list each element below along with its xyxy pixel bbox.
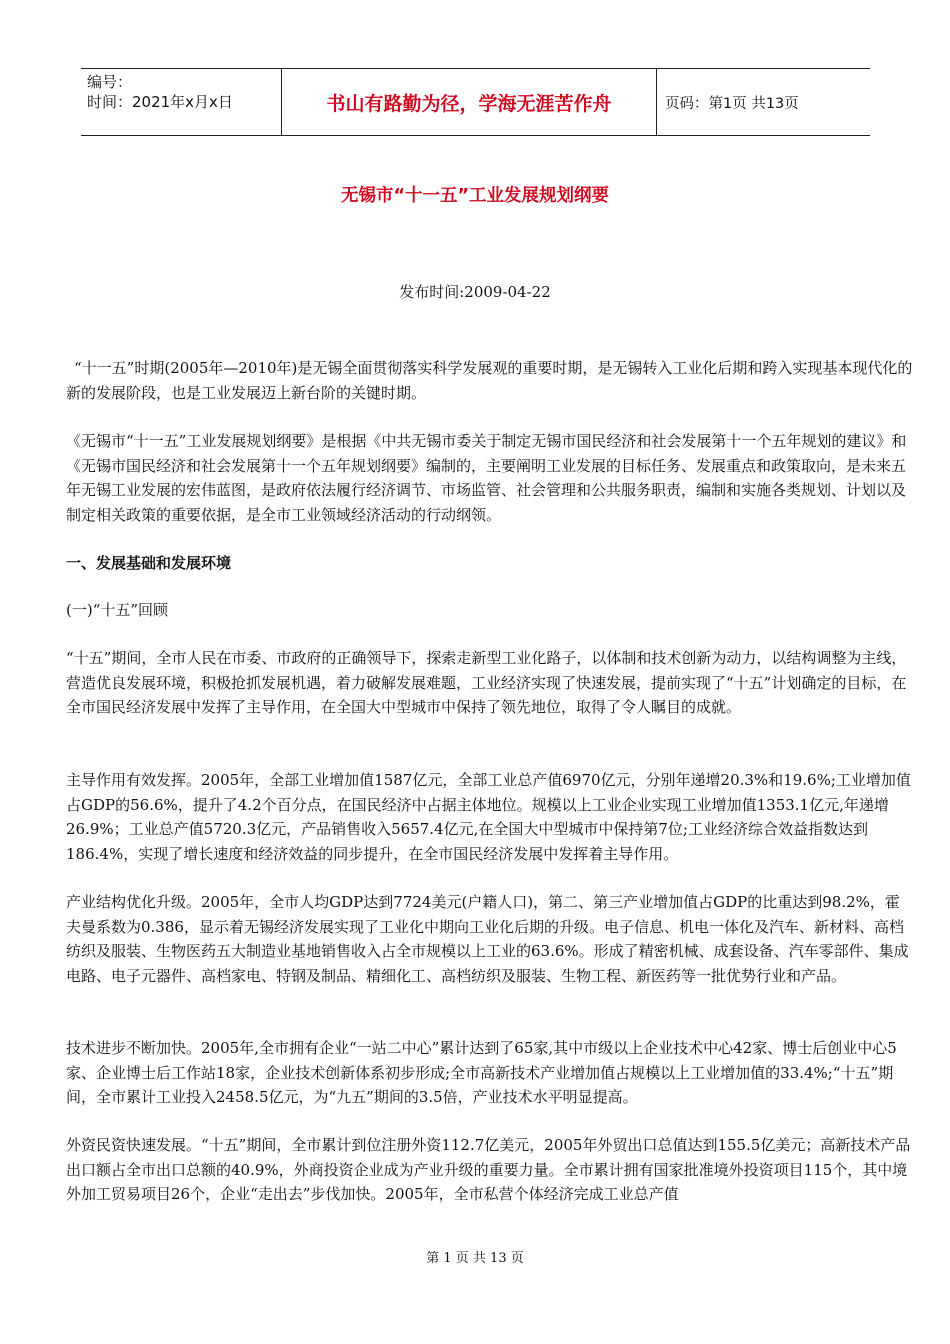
subsection-heading: (一)“十五”回顾 bbox=[66, 601, 169, 619]
section-heading: 一、发展基础和发展环境 bbox=[66, 554, 232, 572]
paragraph: 主导作用有效发挥。2005年，全部工业增加值1587亿元，全部工业总产值6970亿元，分别年递增20.3%和19.6%;工业增加值占GDP的56.6%，提升了4.2个百分点，在国民经济中占据主体地位。规模以上工业企业实现工业增加值1353.1亿元,年递增26.9%；工业总产值5720.3亿元，产品销售收入5657.4亿元,在全国大中型城市中保持第7位;工业经济综合效益指数达到186.4%，实现了增长速度和经济效益的同步提升，在全市国民经济发展中发挥着主导作用。 bbox=[66, 771, 911, 863]
page-header bbox=[81, 68, 870, 136]
publish-date: 发布时间:2009-04-22 bbox=[399, 283, 551, 301]
document-number-label: 编号： bbox=[87, 73, 133, 91]
paragraph: 外资民资快速发展。“十五”期间，全市累计到位注册外资112.7亿美元，2005年外贸出口总值达到155.5亿美元；高新技术产品出口额占全市出口总额的40.9%，外商投资企业成为产业升级的重要力量。全市累计拥有国家批准境外投资项目115个，其中境外加工贸易项目26个，企业“走出去”步伐加快。2005年，全市私营个体经济完成工业总产值 bbox=[66, 1136, 911, 1203]
header-meta bbox=[81, 69, 282, 135]
header-page-info: 页码：第1页 共13页 bbox=[665, 95, 799, 112]
document-time-label: 时间：2021年x月x日 bbox=[87, 93, 233, 111]
paragraph: 《无锡市“十一五”工业发展规划纲要》是根据《中共无锡市委关于制定无锡市国民经济和社会发展第十一个五年规划的建议》和《无锡市国民经济和社会发展第十一个五年规划纲要》编制的，主要阐明工业发展的目标任务、发展重点和政策取向，是未来五年无锡工业发展的宏伟蓝图，是政府依法履行经济调节、市场监管、社会管理和公共服务职责，编制和实施各类规划、计划以及制定相关政策的重要依据，是全市工业领域经济活动的行动纲领。 bbox=[66, 432, 907, 524]
paragraph: “十五”期间，全市人民在市委、市政府的正确领导下，探索走新型工业化路子，以体制和技术创新为动力，以结构调整为主线，营造优良发展环境，积极抢抓发展机遇，着力破解发展难题，工业经济实现了快速发展，提前实现了“十五”计划确定的目标，在全市国民经济发展中发挥了主导作用，在全国大中型城市中保持了领先地位，取得了令人瞩目的成就。 bbox=[66, 649, 907, 716]
page-footer: 第 1 页 共 13 页 bbox=[426, 1251, 524, 1266]
document-title: 无锡市“十一五”工业发展规划纲要 bbox=[340, 186, 609, 206]
paragraph: 技术进步不断加快。2005年,全市拥有企业“一站二中心”累计达到了65家,其中市级以上企业技术中心42家、博士后创业中心5家、企业博士后工作站18家，企业技术创新体系初步形成;全市高新技术产业增加值占规模以上工业增加值的33.4%;“十五”期间，全市累计工业投入2458.5亿元，为“九五”期间的3.5倍，产业技术水平明显提高。 bbox=[66, 1039, 897, 1106]
paragraph: 产业结构优化升级。2005年，全市人均GDP达到7724美元(户籍人口)，第二、第三产业增加值占GDP的比重达到98.2%，霍夫曼系数为0.386，显示着无锡经济发展实现了工业化中期向工业化后期的升级。电子信息、机电一体化及汽车、新材料、高档纺织及服装、生物医药五大制造业基地销售收入占全市规模以上工业的63.6%。形成了精密机械、成套设备、汽车零部件、集成电路、电子元器件、高档家电、特钢及制品、精细化工、高档纺织及服装、生物工程、新医药等一批优势行业和产品。 bbox=[66, 893, 909, 985]
paragraph: “十一五”时期(2005年—2010年)是无锡全面贯彻落实科学发展观的重要时期，是无锡转入工业化后期和跨入实现基本现代化的新的发展阶段，也是工业发展迈上新台阶的关键时期。 bbox=[66, 359, 913, 402]
header-motto: 书山有路勤为径，学海无涯苦作舟 bbox=[282, 69, 657, 135]
